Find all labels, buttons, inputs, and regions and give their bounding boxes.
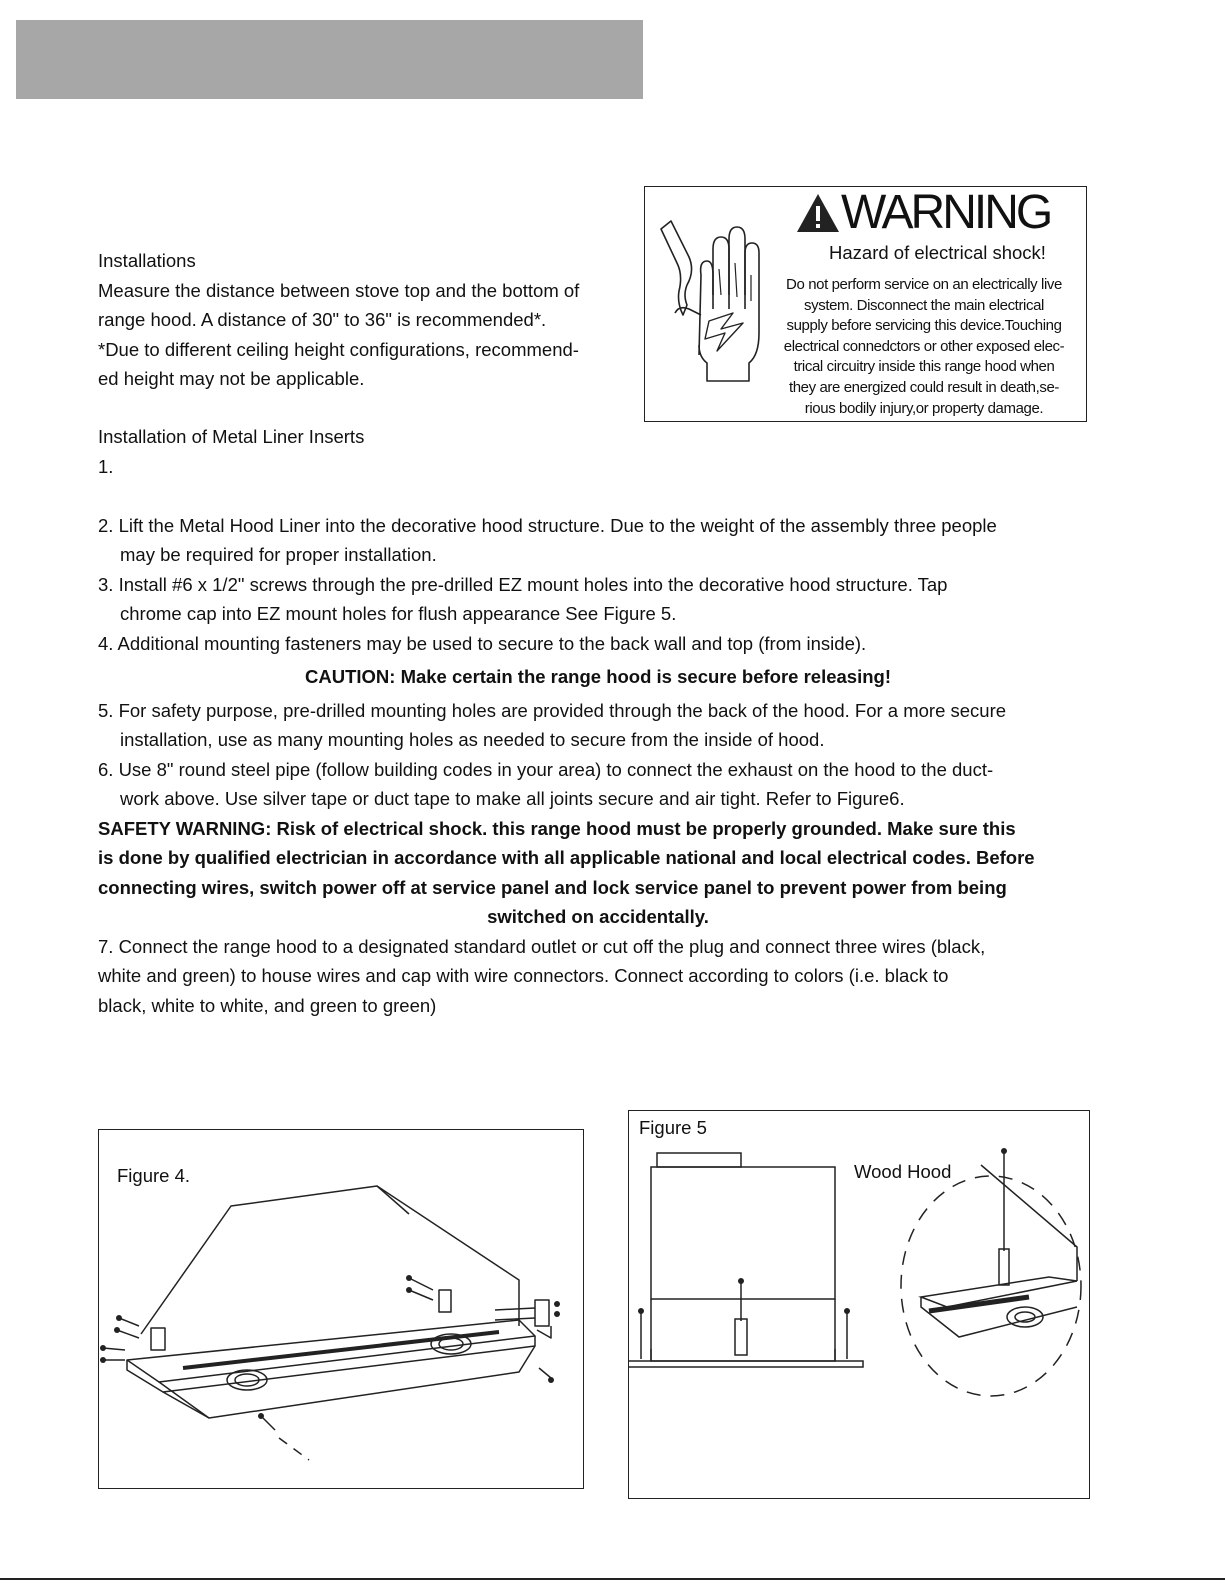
caution-text: CAUTION: Make certain the range hood is secure before releasing!: [305, 666, 891, 687]
bottom-rule: [0, 1578, 1225, 1580]
liner-installation-section: [98, 422, 1098, 1020]
step-1: 1.: [98, 455, 114, 477]
intro-line: Measure the distance between stove top and the bottom of: [98, 279, 580, 301]
liner-heading: Installation of Metal Liner Inserts: [98, 426, 365, 447]
warning-title: WARNING: [841, 186, 1051, 239]
step-4: 4. Additional mounting fasteners may be used to secure to the back wall and top (from inside).: [98, 632, 867, 654]
figure-5: [628, 1110, 1090, 1499]
intro-line: range hood. A distance of 30" to 36" is recommended*.: [98, 309, 547, 330]
safety-warning-line: switched on accidentally.: [487, 906, 709, 927]
step-7-line: black, white to white, and green to green): [98, 994, 437, 1016]
spacer: [98, 481, 1098, 511]
step-2-cont: may be required for proper installation.: [120, 544, 437, 565]
intro-line: *Due to different ceiling height configurations, recommend-: [98, 338, 579, 360]
step-5: 5. For safety purpose, pre-drilled mounting holes are provided through the back of the hood. For a more secure: [98, 699, 1007, 721]
installations-section: [98, 246, 638, 394]
warning-body-line: system. Disconnect the main electrical: [804, 296, 1044, 314]
safety-warning-line: SAFETY WARNING: Risk of electrical shock. this range hood must be properly grounded. Make sure this: [98, 817, 1016, 839]
figure-5-label: Figure 5: [639, 1117, 707, 1138]
safety-warning-line: connecting wires, switch power off at service panel and lock service panel to prevent power from being: [98, 876, 1007, 898]
ez-mount-drawing: [629, 1111, 1089, 1498]
step-6-cont: work above. Use silver tape or duct tape to make all joints secure and air tight. Refer to Figure6.: [120, 788, 905, 809]
figure-4-label: Figure 4.: [117, 1165, 191, 1186]
warning-body-line: trical circuitry inside this range hood when: [793, 358, 1055, 376]
step-7-line: 7. Connect the range hood to a designated standard outlet or cut off the plug and connect three wires (black,: [98, 935, 986, 957]
warning-body-line: they are energized could result in death,se-: [788, 378, 1060, 396]
installations-heading: Installations: [98, 250, 196, 271]
warning-subtitle: Hazard of electrical shock!: [829, 242, 1046, 263]
step-2: 2. Lift the Metal Hood Liner into the decorative hood structure. Due to the weight of the assembly three people: [98, 514, 997, 536]
warning-box: [644, 186, 1087, 422]
warning-body-line: supply before servicing this device.Touching: [786, 317, 1062, 335]
figure-4: [98, 1129, 584, 1489]
header-bar: [16, 20, 643, 99]
electric-shock-hand-icon: [649, 205, 767, 395]
liner-insert-drawing: [99, 1130, 583, 1488]
warning-body-line: rious bodily injury,or property damage.: [804, 399, 1044, 417]
step-3-cont: chrome cap into EZ mount holes for flush appearance See Figure 5.: [120, 603, 677, 624]
intro-line: ed height may not be applicable.: [98, 368, 365, 389]
warning-title-row: [795, 187, 1050, 239]
wood-hood-label: Wood Hood: [854, 1161, 952, 1182]
warning-body-line: electrical connedctors or other exposed elec-: [783, 337, 1065, 355]
step-3: 3. Install #6 x 1/2" screws through the pre-drilled EZ mount holes into the decorative hood structure. Tap: [98, 573, 948, 595]
safety-warning-line: is done by qualified electrician in accordance with all applicable national and local electrical codes. Before: [98, 847, 1035, 868]
warning-body: [767, 275, 1081, 419]
warning-body-line: Do not perform service on an electrically live: [786, 276, 1062, 293]
step-6: 6. Use 8" round steel pipe (follow building codes in your area) to connect the exhaust on the hood to the duct-: [98, 758, 994, 780]
warning-triangle-icon: [795, 192, 841, 234]
step-5-cont: installation, use as many mounting holes as needed to secure from the inside of hood.: [120, 729, 825, 750]
step-7-line: white and green) to house wires and cap with wire connectors. Connect according to colors (i.e. black to: [98, 965, 949, 986]
